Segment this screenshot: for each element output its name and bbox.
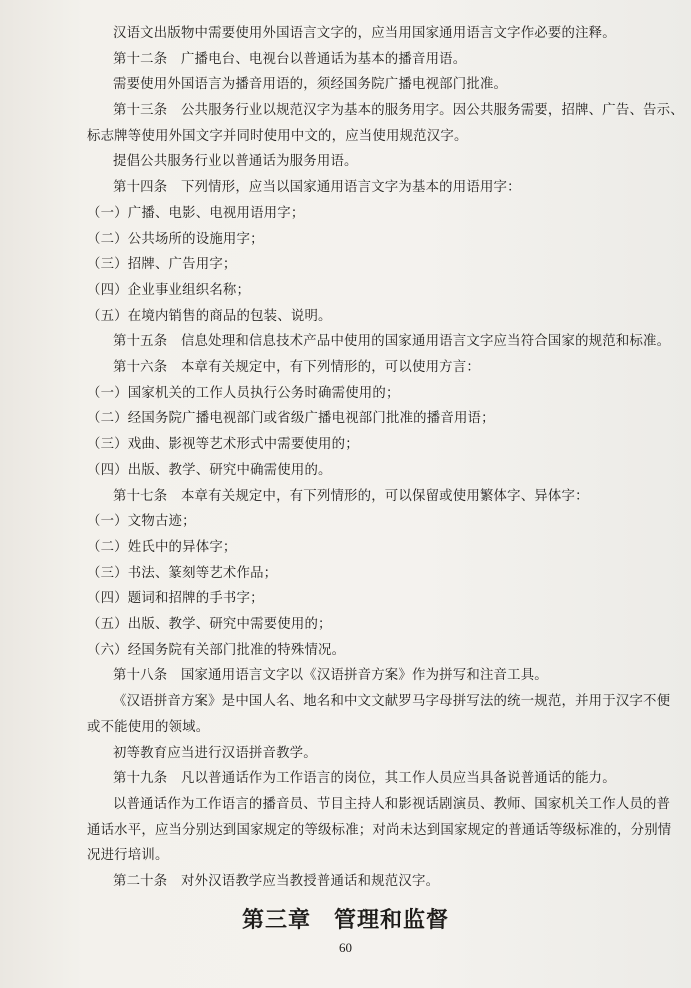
text-line: （一）国家机关的工作人员执行公务时确需使用的； <box>87 386 400 401</box>
text-line: 需要使用外国语言为播音用语的，须经国务院广播电视部门批准。 <box>113 77 508 92</box>
chapter-title: 第三章 管理和监督 <box>241 907 449 933</box>
text-line: 第十四条 下列情形，应当以国家通用语言文字为基本的用语用字： <box>113 180 521 195</box>
text-line: （四）出版、教学、研究中确需使用的。 <box>87 463 332 478</box>
text-line: （五）在境内销售的商品的包装、说明。 <box>87 309 332 324</box>
text-line: 况进行培训。 <box>87 848 169 863</box>
text-line: 第十六条 本章有关规定中，有下列情形的，可以使用方言： <box>113 360 480 375</box>
text-line: 第十三条 公共服务行业以规范汉字为基本的服务用字。因公共服务需要，招牌、广告、告示、 <box>113 103 684 118</box>
text-line: （二）公共场所的设施用字； <box>87 232 264 247</box>
text-line: （三）戏曲、影视等艺术形式中需要使用的； <box>87 437 359 452</box>
text-line: （一）文物古迹； <box>87 514 196 529</box>
text-line: （二）姓氏中的异体字； <box>87 540 237 555</box>
text-line: （三）招牌、广告用字； <box>87 257 237 272</box>
text-line: 第十五条 信息处理和信息技术产品中使用的国家通用语言文字应当符合国家的规范和标准。 <box>113 334 671 349</box>
text-line: （五）出版、教学、研究中需要使用的； <box>87 617 332 632</box>
text-line: 第十二条 广播电台、电视台以普通话为基本的播音用语。 <box>113 52 467 67</box>
text-line: （一）广播、电影、电视用语用字； <box>87 206 305 221</box>
text-line: （四）题词和招牌的手书字； <box>87 591 264 606</box>
text-line: 汉语文出版物中需要使用外国语言文字的，应当用国家通用语言文字作必要的注释。 <box>113 26 616 41</box>
text-line: 第十八条 国家通用语言文字以《汉语拼音方案》作为拼写和注音工具。 <box>113 668 548 683</box>
text-line: 初等教育应当进行汉语拼音教学。 <box>113 746 317 761</box>
text-line: 以普通话作为工作语言的播音员、节目主持人和影视话剧演员、教师、国家机关工作人员的普 <box>113 797 671 812</box>
text-line: 第十九条 凡以普通话作为工作语言的岗位，其工作人员应当具备说普通话的能力。 <box>113 771 616 786</box>
text-line: （六）经国务院有关部门批准的特殊情况。 <box>87 643 346 658</box>
text-line: 标志牌等使用外国文字并同时使用中文的，应当使用规范汉字。 <box>87 129 468 144</box>
page-number: 60 <box>339 940 352 955</box>
text-line: 第十七条 本章有关规定中，有下列情形的，可以保留或使用繁体字、异体字： <box>113 489 589 504</box>
text-line: （二）经国务院广播电视部门或省级广播电视部门批准的播音用语； <box>87 411 495 426</box>
text-line: 或不能使用的领域。 <box>87 720 210 735</box>
text-line: （四）企业事业组织名称； <box>87 283 251 298</box>
text-line: 通话水平，应当分别达到国家规定的等级标准；对尚未达到国家规定的普通话等级标准的，分别情 <box>87 823 672 838</box>
text-line: 提倡公共服务行业以普通话为服务用语。 <box>113 154 358 169</box>
text-line: 第二十条 对外汉语教学应当教授普通话和规范汉字。 <box>113 874 440 889</box>
text-line: （三）书法、篆刻等艺术作品； <box>87 566 278 581</box>
text-line: 《汉语拼音方案》是中国人名、地名和中文文献罗马字母拼写法的统一规范，并用于汉字不便 <box>113 694 671 709</box>
